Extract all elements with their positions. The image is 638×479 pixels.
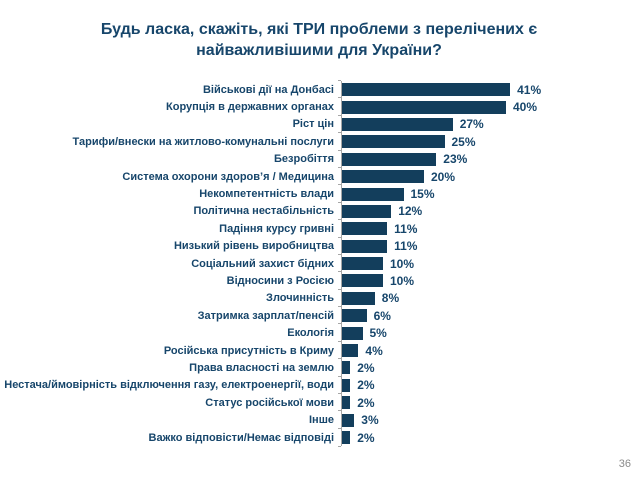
value-label: 5%: [369, 326, 387, 341]
bar-track: [341, 411, 638, 428]
chart-row: [0, 272, 638, 289]
category-label: Військові дії на Донбасі: [202, 83, 334, 96]
bar-track: [341, 429, 638, 446]
category-label: Важко відповісти/Немає відповіді: [148, 431, 334, 444]
bar: [342, 170, 424, 183]
category-label: Злочинність: [266, 292, 334, 305]
bar: [342, 135, 445, 148]
bar: [342, 188, 404, 201]
chart-row: [0, 81, 638, 98]
value-label: 41%: [517, 82, 542, 97]
bar-chart: [0, 81, 638, 446]
chart-row: [0, 377, 638, 394]
category-label: Політична нестабільність: [193, 205, 334, 218]
chart-row: [0, 394, 638, 411]
bar: [342, 240, 387, 253]
chart-row: [0, 359, 638, 376]
category-label: Корупція в державних органах: [166, 101, 334, 114]
category-label: Система охорони здоров’я / Медицина: [122, 170, 334, 183]
bar: [342, 222, 387, 235]
bar-track: [341, 168, 638, 185]
chart-row: [0, 411, 638, 428]
chart-row: [0, 342, 638, 359]
bar-track: [341, 377, 638, 394]
chart-row: [0, 238, 638, 255]
bar: [342, 292, 375, 305]
chart-title: Будь ласка, скажіть, які ТРИ проблеми з перелічених є найважливішими для України?: [100, 21, 538, 59]
bar-track: [341, 220, 638, 237]
value-label: 20%: [431, 169, 456, 184]
bar-track: [341, 272, 638, 289]
bar: [342, 153, 436, 166]
bar-track: [341, 359, 638, 376]
value-label: 40%: [513, 100, 538, 115]
chart-row: [0, 151, 638, 168]
bar-track: [341, 81, 638, 98]
chart-row: [0, 290, 638, 307]
bar: [342, 344, 358, 357]
bar: [342, 118, 453, 131]
bar-track: [341, 151, 638, 168]
bar-track: [341, 342, 638, 359]
value-label: 12%: [398, 204, 423, 219]
category-label: Низький рівень виробництва: [173, 240, 334, 253]
value-label: 6%: [373, 308, 391, 323]
category-label: Права власності на землю: [189, 361, 334, 374]
category-label: Інше: [309, 414, 334, 427]
bar-track: [341, 185, 638, 202]
bar: [342, 361, 350, 374]
bar: [342, 101, 506, 114]
category-label: Нестача/ймовірність відключення газу, електроенергії, води: [4, 379, 334, 392]
bar-track: [341, 116, 638, 133]
page-number: 36: [618, 458, 631, 470]
bar: [342, 327, 363, 340]
category-label: Російська присутність в Криму: [163, 344, 334, 357]
bar-track: [341, 394, 638, 411]
bar-track: [341, 238, 638, 255]
value-label: 11%: [394, 221, 418, 236]
chart-row: [0, 98, 638, 115]
bar: [342, 205, 391, 218]
chart-row: [0, 429, 638, 446]
bar: [342, 274, 383, 287]
category-label: Ріст цін: [292, 118, 334, 131]
bar: [342, 257, 383, 270]
value-label: 2%: [357, 378, 375, 393]
value-label: 3%: [361, 413, 379, 428]
bar-track: [341, 255, 638, 272]
bar-track: [341, 203, 638, 220]
chart-row: [0, 255, 638, 272]
value-label: 11%: [394, 239, 418, 254]
bar: [342, 379, 350, 392]
value-label: 15%: [410, 187, 435, 202]
value-label: 8%: [381, 291, 400, 306]
category-label: Безробіття: [274, 153, 334, 166]
bar: [342, 83, 510, 96]
bar-track: [341, 324, 638, 341]
value-label: 2%: [357, 395, 375, 410]
chart-row: [0, 168, 638, 185]
bar-track: [341, 98, 638, 115]
chart-row: [0, 133, 638, 150]
category-label: Відносини з Росією: [226, 274, 334, 287]
category-label: Соціальний захист бідних: [191, 257, 334, 270]
bar: [342, 431, 350, 444]
bar-track: [341, 133, 638, 150]
value-label: 2%: [357, 430, 375, 445]
category-label: Затримка зарплат/пенсій: [197, 309, 334, 322]
bar: [342, 414, 354, 427]
value-label: 27%: [459, 117, 484, 132]
bar: [342, 396, 350, 409]
chart-row: [0, 220, 638, 237]
chart-row: [0, 203, 638, 220]
category-label: Некомпетентність влади: [199, 188, 334, 201]
chart-row: [0, 307, 638, 324]
chart-row: [0, 324, 638, 341]
value-label: 10%: [390, 273, 415, 288]
chart-row: [0, 116, 638, 133]
category-label: Падіння курсу гривні: [219, 222, 334, 235]
value-label: 4%: [365, 343, 383, 358]
chart-row: [0, 185, 638, 202]
value-label: 2%: [357, 360, 375, 375]
value-label: 25%: [451, 134, 476, 149]
value-label: 10%: [390, 256, 415, 271]
value-label: 23%: [443, 152, 468, 167]
category-label: Екологія: [287, 327, 334, 340]
bar-track: [341, 290, 638, 307]
bar-track: [341, 307, 638, 324]
bar: [342, 309, 367, 322]
category-label: Статус російської мови: [205, 396, 334, 409]
category-label: Тарифи/внески на житлово-комунальні послуги: [72, 135, 334, 148]
